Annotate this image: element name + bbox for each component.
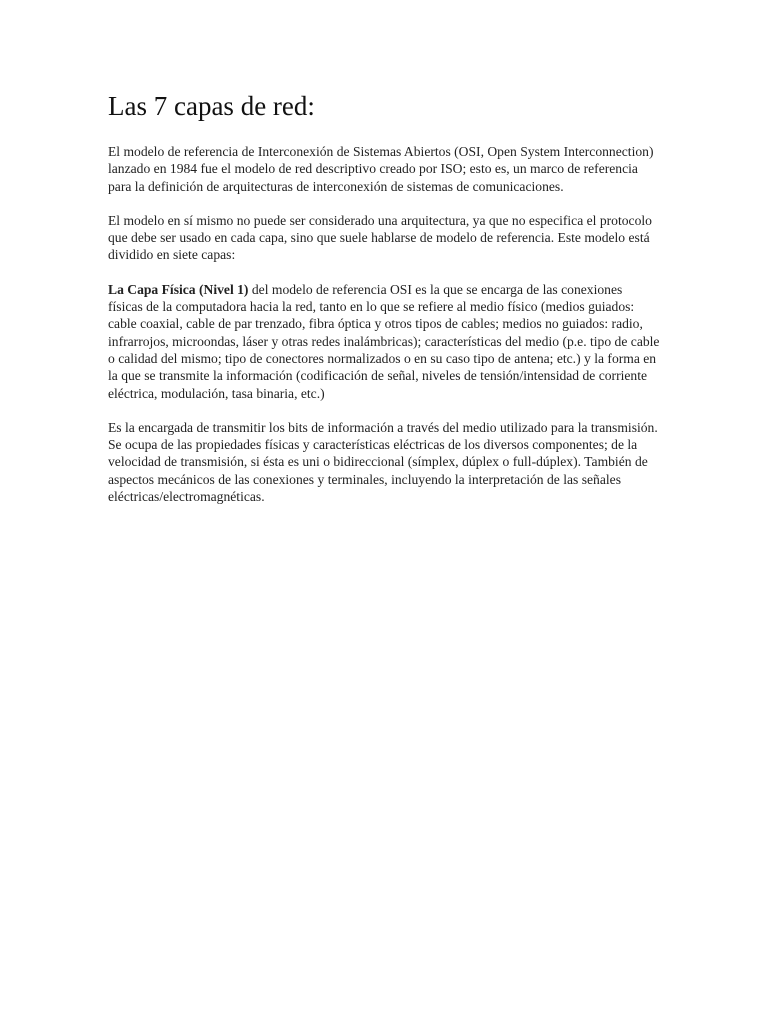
paragraph-lead-bold: La Capa Física (Nivel 1): [108, 281, 249, 297]
paragraph-text: del modelo de referencia OSI es la que se encarga de las conexiones físicas de la computadora hacia la red, tanto en lo que se refiere al medio físico (medios guiados: cable coaxial, cable de par trenzado, fibra óptica y otros tipos de cables; medios no guiados: radio, infrarrojos, microondas, láser y otras redes inalámbricas); características del medio (p.e. tipo de cable o calidad del mismo; tipo de conectores normalizados o en su caso tipo de antena; etc.) y la forma en la que se transmite la información (codificación de señal, niveles de tensión/intensidad de corriente eléctrica, modulación, tasa binaria, etc.): [108, 281, 660, 401]
document-page: [108, 88, 660, 522]
paragraph-text: El modelo de referencia de Interconexión de Sistemas Abiertos (OSI, Open System Interconnection) lanzado en 1984 fue el modelo de red descriptivo creado por ISO; esto es, un marco de referencia para la definición de arquitecturas de interconexión de sistemas de comunicaciones.: [108, 144, 654, 194]
paragraph-text: El modelo en sí mismo no puede ser considerado una arquitectura, ya que no especifica el protocolo que debe ser usado en cada capa, sino que suele hablarse de modelo de referencia. Este modelo está dividido en siete capas:: [108, 212, 652, 263]
paragraph-model-description: [108, 212, 660, 264]
paragraph-osi-intro: [108, 143, 660, 195]
paragraph-physical-layer-details: [108, 419, 660, 505]
page-title: Las 7 capas de red:: [108, 91, 315, 121]
paragraph-text: Es la encargada de transmitir los bits de información a través del medio utilizado para la transmisión. Se ocupa de las propiedades físicas y características eléctricas de los diversos componentes; de la velocidad de transmisión, si ésta es uni o bidireccional (símplex, dúplex o full-dúplex). También de aspectos mecánicos de las conexiones y terminales, incluyendo la interpretación de las señales eléctricas/electromagnéticas.: [108, 419, 658, 505]
paragraph-physical-layer: [108, 281, 660, 402]
